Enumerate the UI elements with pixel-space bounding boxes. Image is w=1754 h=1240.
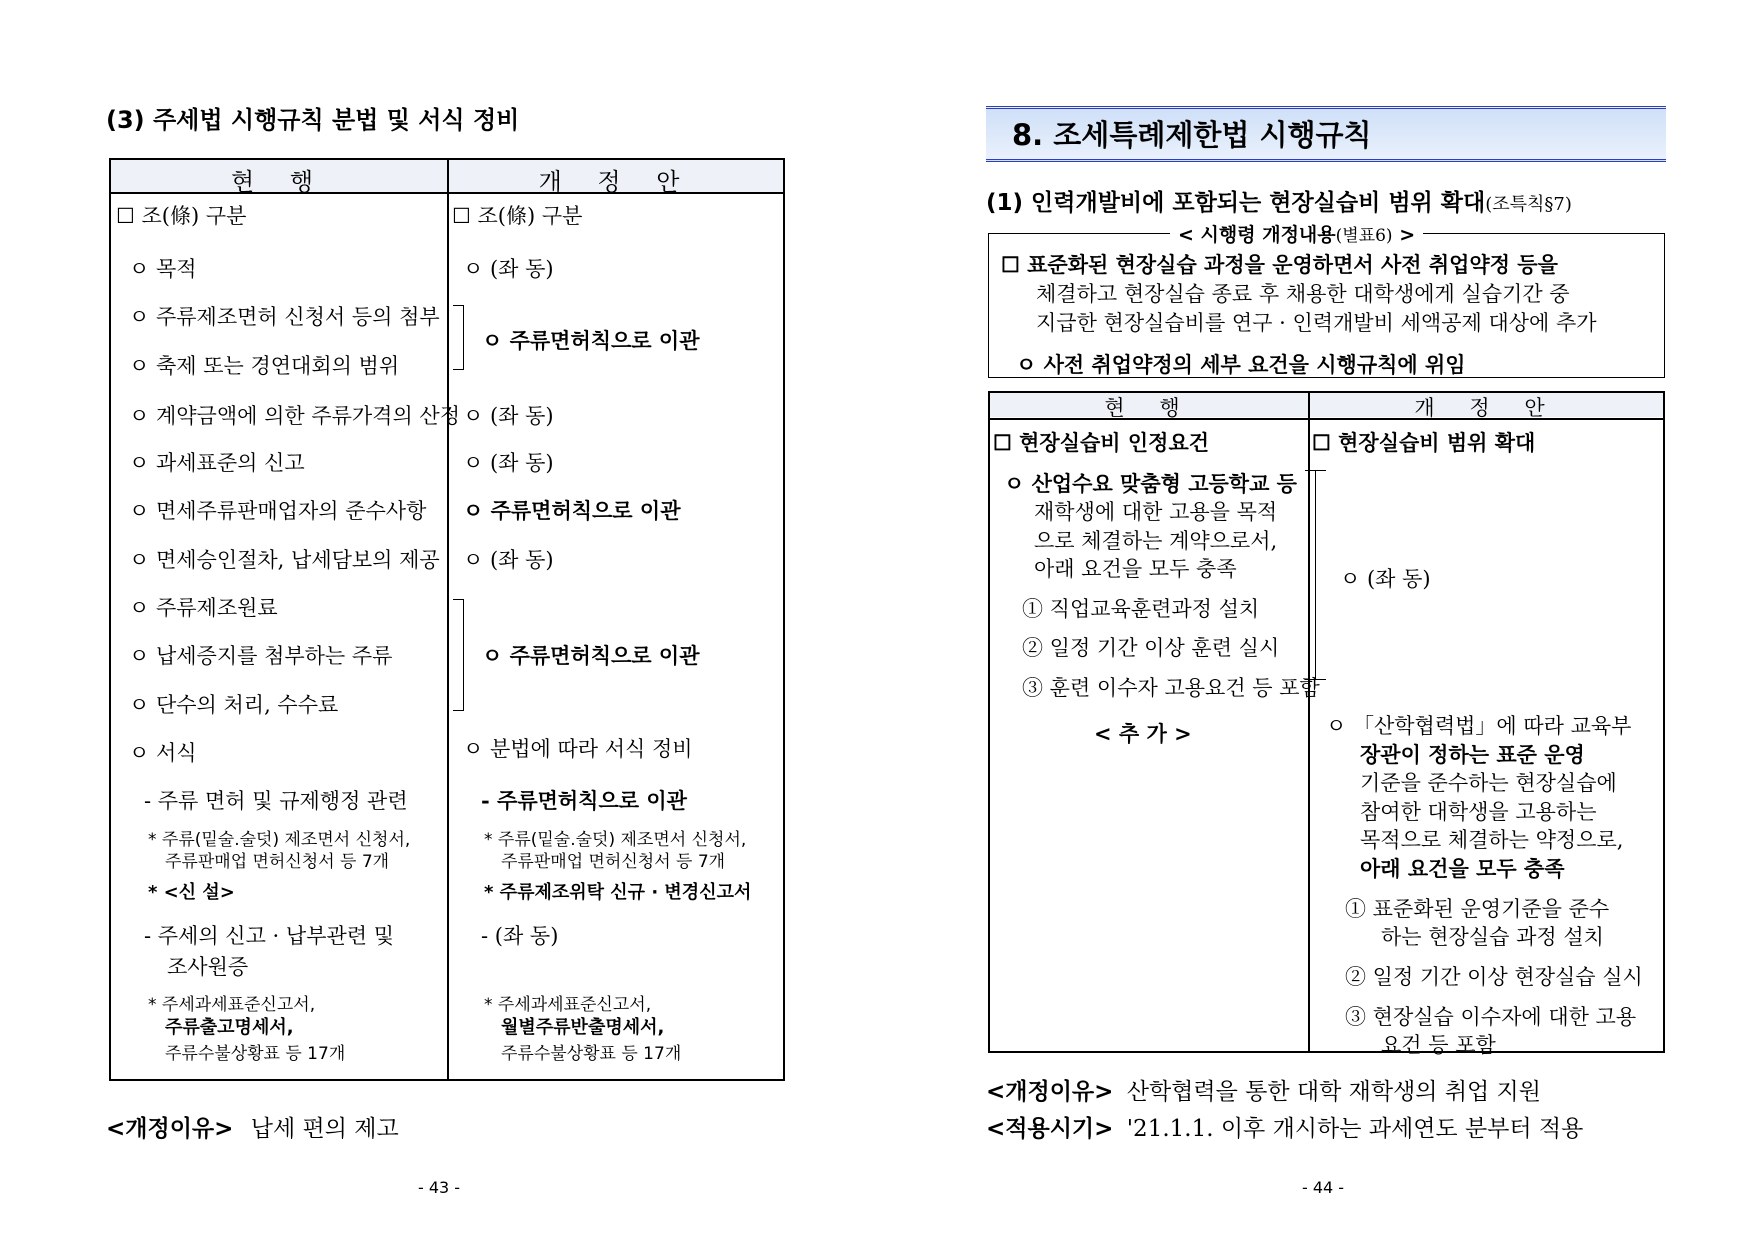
left-reason-label: <개정이유> xyxy=(106,1116,234,1142)
right-bracket xyxy=(1305,470,1316,680)
right-header-proposed: 개 정 안 xyxy=(1414,396,1559,420)
left-current-item: ㅇ 서식 xyxy=(129,741,197,765)
right-proposed-item: ㅇ 「산학협력법」에 따라 교육부 xyxy=(1326,714,1632,738)
right-page-number: - 44 - xyxy=(1302,1178,1345,1197)
left-proposed-same: ㅇ (좌 동) xyxy=(463,451,554,475)
decree-caption-close: > xyxy=(1392,224,1416,246)
left-current-item: ㅇ 주류제조면허 신청서 등의 첨부 xyxy=(129,305,440,329)
right-section-ref: (조특칙§7) xyxy=(1485,194,1572,215)
right-proposed-same: ㅇ (좌 동) xyxy=(1340,567,1431,591)
right-proposed-category: ☐ 현장실습비 범위 확대 xyxy=(1312,430,1536,455)
left-header-current: 현 행 xyxy=(231,168,327,196)
right-current-item-cont: 재학생에 대한 고용을 목적 xyxy=(1034,500,1278,524)
right-current-item-cont: 으로 체결하는 계약으로서, xyxy=(1034,529,1278,553)
right-apply xyxy=(986,1110,1583,1143)
left-proposed-transfer: ㅇ 주류면허칙으로 이관 xyxy=(482,328,700,353)
decree-caption xyxy=(1170,220,1423,247)
left-current-item: ㅇ 단수의 처리, 수수료 xyxy=(129,693,339,717)
left-current-category: ☐ 조(條) 구분 xyxy=(116,204,247,228)
left-proposed-sub1: - 주류면허칙으로 이관 xyxy=(481,788,687,813)
left-page-number: - 43 - xyxy=(418,1178,461,1197)
right-proposed-condition-cont: 요건 등 포함 xyxy=(1381,1033,1496,1057)
right-current-item-cont: 아래 요건을 모두 충족 xyxy=(1034,557,1237,581)
left-proposed-same: ㅇ (좌 동) xyxy=(463,404,554,428)
left-proposed-note2-end: 주류수불상황표 등 17개 xyxy=(501,1044,682,1064)
right-current-condition: ① 직업교육훈련과정 설치 xyxy=(1022,597,1260,621)
left-proposed-forms: ㅇ 분법에 따라 서식 정비 xyxy=(463,737,693,761)
left-bracket xyxy=(453,599,464,711)
left-current-item: ㅇ 주류제조원료 xyxy=(129,596,278,620)
decree-caption-text: < 시행령 개정내용 xyxy=(1178,224,1336,246)
right-bracket xyxy=(1315,470,1326,680)
left-current-item: ㅇ 납세증지를 첨부하는 주류 xyxy=(129,644,393,668)
left-proposed-same: ㅇ (좌 동) xyxy=(463,257,554,281)
right-reason-label: <개정이유> xyxy=(986,1079,1114,1105)
left-current-new-mark: * <신 설> xyxy=(148,882,235,903)
right-proposed-item-cont: 장관이 정하는 표준 운영 xyxy=(1360,742,1585,767)
right-current-condition: ② 일정 기간 이상 훈련 실시 xyxy=(1022,636,1280,660)
right-proposed-item-cont: 목적으로 체결하는 약정으로, xyxy=(1360,828,1624,852)
left-proposed-transfer: ㅇ 주류면허칙으로 이관 xyxy=(482,643,700,668)
right-reason xyxy=(986,1073,1541,1106)
left-current-item: ㅇ 과세표준의 신고 xyxy=(129,451,305,475)
right-current-item: ㅇ 산업수요 맞춤형 고등학교 등 xyxy=(1004,471,1297,496)
left-current-note1-cont: 주류판매업 면허신청서 등 7개 xyxy=(165,852,390,872)
left-current-sub2: - 주세의 신고 · 납부관련 및 xyxy=(144,924,395,948)
left-column-divider xyxy=(447,158,449,1081)
left-proposed-new-item: * 주류제조위탁 신규 · 변경신고서 xyxy=(484,882,752,903)
left-current-note2: * 주세과세표준신고서, xyxy=(148,995,316,1015)
decree-line: 체결하고 현장실습 종료 후 채용한 대학생에게 실습기간 중 xyxy=(1036,282,1570,306)
right-proposed-condition-cont: 하는 현장실습 과정 설치 xyxy=(1381,925,1604,949)
right-apply-text: '21.1.1. 이후 개시하는 과세연도 분부터 적용 xyxy=(1126,1116,1584,1142)
right-proposed-condition: ② 일정 기간 이상 현장실습 실시 xyxy=(1345,965,1643,989)
left-current-sub2-cont: 조사원증 xyxy=(167,955,249,979)
right-current-added: < 추 가 > xyxy=(1094,721,1192,746)
left-proposed-note2: * 주세과세표준신고서, xyxy=(484,995,652,1015)
right-header-current: 현 행 xyxy=(1104,396,1194,420)
right-current-category: ☐ 현장실습비 인정요건 xyxy=(993,430,1210,455)
left-reason-text: 납세 편의 제고 xyxy=(250,1116,399,1142)
left-current-item: ㅇ 면세승인절차, 납세담보의 제공 xyxy=(129,548,440,572)
left-current-item: ㅇ 목적 xyxy=(129,257,197,281)
left-current-item: ㅇ 면세주류판매업자의 준수사항 xyxy=(129,499,427,523)
right-section-title-text: (1) 인력개발비에 포함되는 현장실습비 범위 확대 xyxy=(986,190,1486,216)
left-proposed-note2-bold: 월별주류반출명세서, xyxy=(501,1017,665,1038)
chapter-title: 8. 조세특례제한법 시행규칙 xyxy=(1012,118,1372,152)
decree-line: ☐ 표준화된 현장실습 과정을 운영하면서 사전 취업약정 등을 xyxy=(1001,252,1558,277)
left-proposed-sub2: - (좌 동) xyxy=(481,924,559,948)
right-proposed-item-cont: 기준을 준수하는 현장실습에 xyxy=(1360,771,1617,795)
left-current-note2-end: 주류수불상황표 등 17개 xyxy=(165,1044,346,1064)
right-current-condition: ③ 훈련 이수자 고용요건 등 포함 xyxy=(1022,676,1320,700)
left-proposed-category: ☐ 조(條) 구분 xyxy=(452,204,583,228)
decree-line: 지급한 현장실습비를 연구 · 인력개발비 세액공제 대상에 추가 xyxy=(1036,311,1597,335)
right-section-title xyxy=(986,184,1572,217)
left-current-sub1: - 주류 면허 및 규제행정 관련 xyxy=(144,789,408,813)
left-current-note2-bold: 주류출고명세서, xyxy=(165,1017,294,1038)
right-proposed-condition: ① 표준화된 운영기준을 준수 xyxy=(1345,897,1610,921)
left-current-note1: * 주류(밑술.술덧) 제조면서 신청서, xyxy=(148,830,411,850)
left-current-item: ㅇ 계약금액에 의한 주류가격의 산정 xyxy=(129,404,460,428)
left-bracket xyxy=(453,305,464,370)
left-proposed-note1-cont: 주류판매업 면허신청서 등 7개 xyxy=(501,852,726,872)
left-current-item: ㅇ 축제 또는 경연대회의 범위 xyxy=(129,354,400,378)
right-proposed-item-cont: 아래 요건을 모두 충족 xyxy=(1360,856,1565,881)
left-proposed-transfer: ㅇ 주류면허칙으로 이관 xyxy=(463,498,681,523)
decree-line: ㅇ 사전 취업약정의 세부 요건을 시행규칙에 위임 xyxy=(1016,352,1466,377)
right-proposed-condition: ③ 현장실습 이수자에 대한 고용 xyxy=(1345,1005,1637,1029)
left-section-title: (3) 주세법 시행규칙 분법 및 서식 정비 xyxy=(106,106,520,134)
left-reason xyxy=(106,1110,399,1143)
left-proposed-note1: * 주류(밑술.술덧) 제조면서 신청서, xyxy=(484,830,747,850)
left-proposed-same: ㅇ (좌 동) xyxy=(463,548,554,572)
right-reason-text: 산학협력을 통한 대학 재학생의 취업 지원 xyxy=(1126,1079,1541,1105)
left-header-proposed: 개 정 안 xyxy=(538,168,694,196)
right-apply-label: <적용시기> xyxy=(986,1116,1114,1142)
decree-caption-ref: (별표6) xyxy=(1335,226,1393,246)
right-proposed-item-cont: 참여한 대학생을 고용하는 xyxy=(1360,800,1597,824)
